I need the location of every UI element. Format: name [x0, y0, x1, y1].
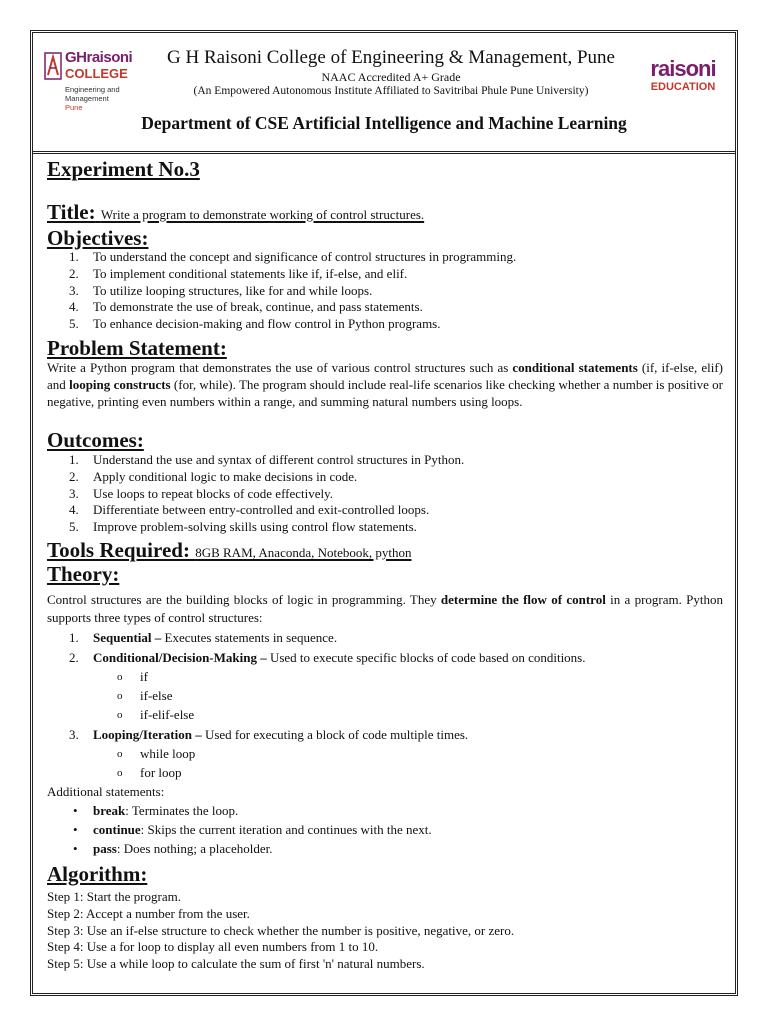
list-item: Step 4: Use a for loop to display all even numbers from 1 to 10.	[47, 939, 379, 955]
circle-bullet-icon: o	[117, 671, 123, 683]
list-item: 5. To enhance decision-making and flow control in Python programs.	[69, 316, 441, 332]
title-text: Write a program to demonstrate working of control structures.	[100, 207, 425, 222]
list-item: if-else	[140, 688, 173, 703]
list-item: 2. To implement conditional statements like if, if-else, and elif.	[69, 265, 408, 281]
list-item: if-elif-else	[140, 707, 195, 722]
list-item: 4. To demonstrate the use of break, continue, and pass statements.	[69, 299, 423, 315]
raisoni-emblem-icon	[43, 51, 63, 81]
list-item: if	[140, 669, 148, 684]
circle-bullet-icon: o	[117, 748, 123, 760]
logo-sub-text: Engineering and Management Pune	[65, 85, 120, 112]
list-item: 1. To understand the concept and significance of control structures in programming.	[69, 249, 517, 264]
list-item: Step 3: Use an if-else structure to check whether the number is positive, negative, or zero.	[47, 922, 515, 938]
outcomes-list	[47, 452, 464, 536]
circle-bullet-icon: o	[117, 690, 123, 702]
list-item: 3. Use loops to repeat blocks of code effectively.	[69, 485, 334, 501]
algorithm-heading: Algorithm:	[47, 862, 148, 886]
header-divider	[33, 151, 735, 155]
list-item: Looping/Iteration – Used for executing a block of code multiple times.	[93, 727, 469, 742]
college-name: G H Raisoni College of Engineering & Management, Pune	[167, 47, 615, 68]
problem-statement-heading: Problem Statement:	[47, 336, 227, 360]
algorithm-steps	[47, 889, 514, 973]
theory-intro: Control structures are the building blocks of logic in programming. They determine the flow of control in a program. Python supports three types of control structures:	[47, 592, 723, 625]
bullet-icon: •	[73, 822, 78, 837]
list-item: Step 1: Start the program.	[47, 889, 181, 904]
title-heading: Title: Write a program to demonstrate working of control structures.	[47, 200, 425, 224]
header	[33, 33, 735, 151]
list-item: 3.	[69, 727, 79, 742]
department-title: Department of CSE Artificial Intelligence and Machine Learning	[141, 113, 627, 133]
tools-heading: Tools Required: 8GB RAM, Anaconda, Notebook, python	[47, 538, 412, 562]
list-item: continue: Skips the current iteration and continues with the next.	[93, 822, 432, 837]
list-item: Conditional/Decision-Making – Used to execute specific blocks of code based on conditions.	[93, 650, 586, 665]
list-item: 2.	[69, 650, 79, 665]
theory-heading: Theory:	[47, 562, 120, 586]
list-item: while loop	[140, 746, 196, 761]
bullet-icon: •	[73, 803, 78, 818]
list-item: 1. Understand the use and syntax of different control structures in Python.	[69, 452, 465, 467]
list-item: Step 2: Accept a number from the user.	[47, 905, 250, 921]
affiliation: (An Empowered Autonomous Institute Affiliated to Savitribai Phule Pune University)	[193, 85, 589, 97]
circle-bullet-icon: o	[117, 767, 123, 779]
list-item: 4. Differentiate between entry-controlled and exit-controlled loops.	[69, 502, 430, 518]
circle-bullet-icon: o	[117, 709, 123, 721]
experiment-number: Experiment No.3	[47, 157, 200, 181]
document-page	[30, 30, 738, 996]
outcomes-heading: Outcomes:	[47, 428, 144, 452]
raisoni-education-logo: raisoni EDUCATION	[650, 56, 716, 93]
logo-gh-text: GHraisoni	[65, 49, 133, 66]
list-item: pass: Does nothing; a placeholder.	[93, 841, 273, 856]
list-item: 1.	[69, 630, 79, 645]
bullet-icon: •	[73, 841, 78, 856]
list-item: 2. Apply conditional logic to make decisions in code.	[69, 468, 358, 484]
list-item: for loop	[140, 765, 182, 780]
list-item: break: Terminates the loop.	[93, 803, 239, 818]
list-item: Step 5: Use a while loop to calculate the sum of first 'n' natural numbers.	[47, 956, 425, 972]
objectives-list	[47, 249, 516, 333]
objectives-heading: Objectives:	[47, 226, 149, 250]
list-item: 3. To utilize looping structures, like for and while loops.	[69, 282, 373, 298]
tools-text: 8GB RAM, Anaconda, Notebook, python	[195, 545, 412, 560]
logo-college-text: COLLEGE	[65, 66, 128, 81]
problem-statement-text: Write a Python program that demonstrates the use of various control structures such as conditional statements (if, if-else, elif) and looping constructs (for, while). The program should include real-life scenarios like checking whether a number is positive or negative, printing even numbers within a range, and summing natural numbers using loops.	[47, 360, 723, 409]
naac-grade: NAAC Accredited A+ Grade	[321, 70, 461, 84]
list-item: Sequential – Executes statements in sequence.	[93, 630, 338, 645]
list-item: 5. Improve problem-solving skills using control flow statements.	[69, 519, 417, 535]
additional-statements-label: Additional statements:	[47, 784, 165, 799]
